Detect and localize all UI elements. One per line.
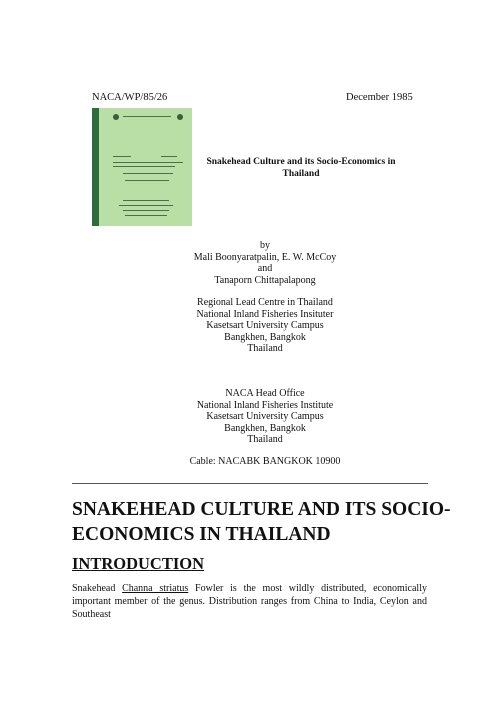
- address-line: Thailand: [247, 434, 283, 446]
- paragraph-text: Fowler is the most wildly distributed, economically important member of the genus. Distribution ranges from China to India, Ceylon and Southeast: [72, 583, 427, 620]
- address-line: Kasetsart University Campus: [206, 320, 324, 332]
- cover-thumbnail-image: [92, 108, 192, 226]
- address-block-regional: [140, 297, 390, 355]
- author-line: Tanaporn Chittapalapong: [214, 274, 316, 286]
- author-line: Mali Boonyaratpalin, E. W. McCoy: [193, 251, 337, 263]
- cable-address: Cable: NACABK BANGKOK 10900: [189, 456, 341, 467]
- address-line: National Inland Fisheries Institute: [196, 399, 334, 411]
- document-number: NACA/WP/85/26: [92, 92, 168, 103]
- document-date: December 1985: [346, 92, 413, 103]
- address-line: Bangkhen, Bangkok: [224, 422, 306, 434]
- emblem-icon: [113, 114, 119, 120]
- introduction-paragraph: [72, 582, 427, 621]
- by-label: by: [260, 240, 270, 251]
- emblem-icon: [177, 114, 183, 120]
- address-line: Thailand: [247, 343, 283, 355]
- address-line: Bangkhen, Bangkok: [224, 331, 306, 343]
- horizontal-divider: [72, 483, 428, 484]
- cover-title: Snakehead Culture and its Socio-Economics in Thailand: [206, 157, 396, 179]
- address-line: NACA Head Office: [225, 388, 305, 399]
- section-heading-introduction: INTRODUCTION: [72, 554, 205, 573]
- address-block-head-office: [140, 388, 390, 446]
- main-title: SNAKEHEAD CULTURE AND ITS SOCIO-ECONOMICS IN THAILAND: [72, 499, 451, 545]
- and-label: and: [257, 263, 273, 275]
- paragraph-text: Snakehead: [72, 583, 123, 594]
- address-line: Kasetsart University Campus: [206, 411, 324, 423]
- species-name: Channa striatus: [122, 583, 189, 594]
- address-line: National Inland Fisheries Insituter: [196, 308, 334, 320]
- authors-block: [140, 240, 390, 286]
- address-line: Regional Lead Centre in Thailand: [197, 297, 333, 308]
